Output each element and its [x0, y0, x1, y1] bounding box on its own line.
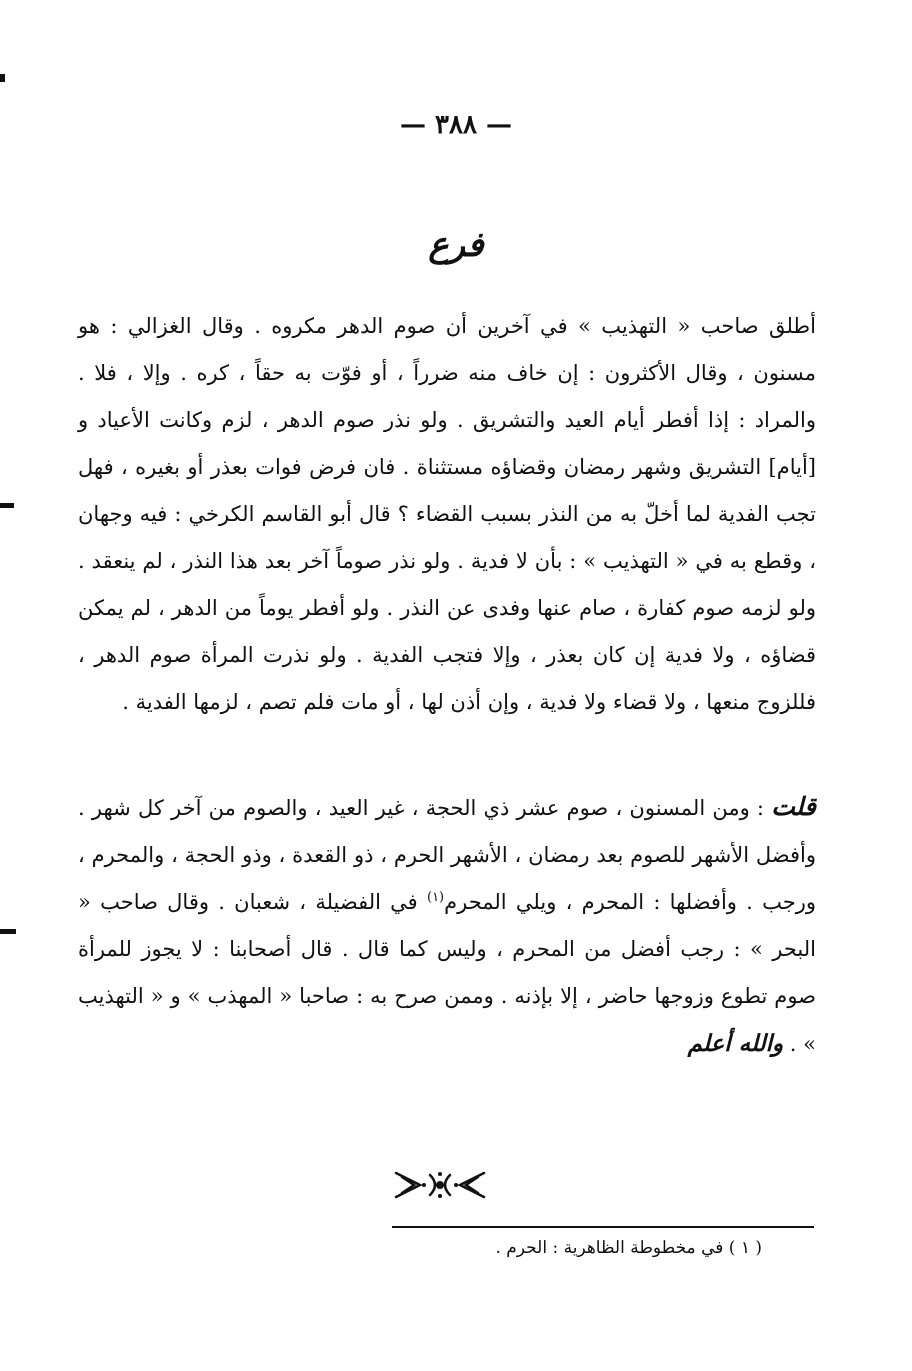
scan-margin-mark	[0, 503, 14, 508]
floral-ornament-icon	[390, 1165, 490, 1205]
footnote: ( ١ ) في مخطوطة الظاهرية : الحرم .	[495, 1238, 762, 1258]
paragraph-text: : ومن المسنون ، صوم عشر ذي الحجة ، غير العيد ، والصوم من آخر كل شهر . وأفضل الأشهر للصوم بعد رمضان ، الأشهر الحرم ، ذو القعدة ، وذو الحجة ، والمحرم ، ورجب . وأفضلها : المحرم ، ويلي المحرم	[78, 796, 816, 914]
scan-margin-mark	[0, 929, 16, 934]
paragraph-text: في الفضيلة ، شعبان . وقال صاحب « البحر » : رجب أفضل من المحرم ، وليس كما قال . قال أصحابنا : لا يجوز للمرأة صوم تطوع وزوجها حاضر ، إلا بإذنه . وممن صرح به : صاحبا « المهذب » و « التهذيب » .	[78, 890, 816, 1056]
qultu-label: قلت	[771, 792, 816, 821]
footnote-divider	[392, 1226, 814, 1228]
footnote-reference: (١)	[426, 890, 445, 905]
body-paragraph: أطلق صاحب « التهذيب » في آخرين أن صوم الدهر مكروه . وقال الغزالي : هو مسنون ، وقال الأكثرون : إن خاف منه ضرراً ، أو فوّت به حقاً ، كره . وإلا ، فلا . والمراد : إذا أفطر أيام العيد والتشريق . ولو نذر صوم الدهر ، لزم وكانت الأعياد و [أيام] التشريق وشهر رمضان وقضاؤه مستثناة . فان فرض فوات بعذر أو بغيره ، فهل تجب الفدية لما أخلّ به من النذر بسبب القضاء ؟ قال أبو القاسم الكرخي : فيه وجهان ، وقطع به في « التهذيب » : بأن لا فدية . ولو نذر صوماً آخر بعد هذا النذر ، لم ينعقد . ولو لزمه صوم كفارة ، صام عنها وفدى عن النذر . ولو أفطر يوماً من الدهر ، لم يمكن قضاؤه ، ولا فدية إن كان بعذر ، وإلا فتجب الفدية . ولو نذرت المرأة صوم الدهر ، فللزوج منعها ، ولا قضاء ولا فدية ، وإن أذن لها ، أو مات فلم تصم ، لزمها الفدية .	[78, 314, 816, 714]
page-number: — ٣٨٨ —	[399, 110, 513, 140]
scan-margin-mark	[0, 74, 5, 82]
closing-phrase: والله أعلم	[687, 1030, 784, 1057]
body-paragraph-qultu	[78, 783, 816, 1068]
section-heading: فرع	[428, 225, 484, 265]
